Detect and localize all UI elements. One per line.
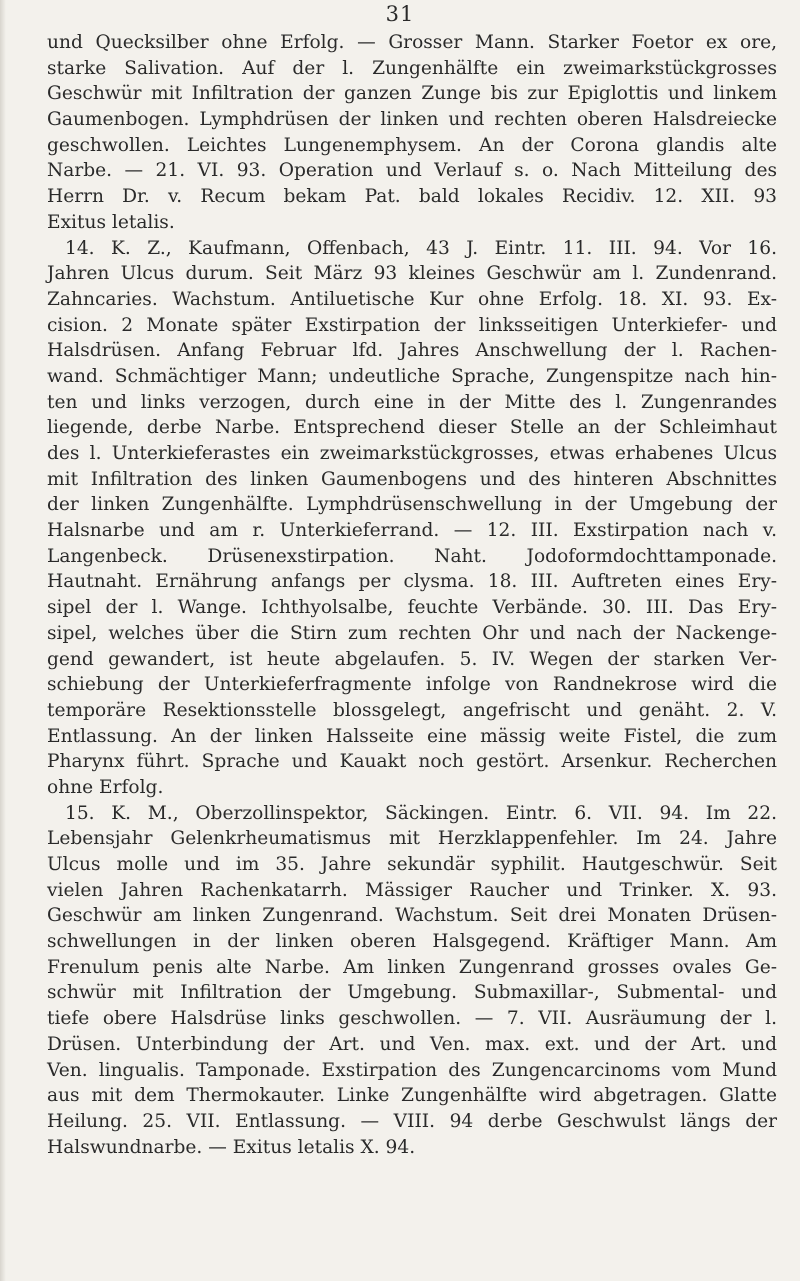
- text-line: Pharynx führt. Sprache und Kauakt noch gestört. Arsenkur. Recherchen: [47, 751, 777, 773]
- text-line: Narbe. — 21. VI. 93. Operation und Verlauf s. o. Nach Mitteilung des: [47, 160, 777, 182]
- text-line: Jahren Ulcus durum. Seit März 93 kleines Geschwür am l. Zundenrand.: [47, 263, 777, 285]
- text-line: Zahncaries. Wachstum. Antiluetische Kur ohne Erfolg. 18. XI. 93. Ex-: [47, 288, 777, 310]
- text-line: starke Salivation. Auf der l. Zungenhälfte ein zweimarkstückgrosses: [47, 57, 777, 79]
- text-line: und Quecksilber ohne Erfolg. — Grosser Mann. Starker Foetor ex ore,: [47, 32, 777, 53]
- text-line: mit Infiltration des linken Gaumenbogens und des hinteren Abschnittes: [47, 468, 777, 490]
- text-line: Ven. lingualis. Tamponade. Exstirpation des Zungencarcinoms vom Mund: [47, 1059, 777, 1081]
- text-line: 15. K. M., Oberzollinspektor, Säckingen. Eintr. 6. VII. 94. Im 22.: [65, 802, 777, 824]
- text-line: Drüsen. Unterbindung der Art. und Ven. max. ext. und der Art. und: [47, 1033, 777, 1055]
- text-line: ohne Erfolg.: [47, 776, 164, 798]
- body-text: [47, 30, 777, 1160]
- text-line: aus mit dem Thermokauter. Linke Zungenhälfte wird abgetragen. Glatte: [47, 1085, 777, 1107]
- text-line: Frenulum penis alte Narbe. Am linken Zungenrand grosses ovales Ge-: [47, 956, 777, 978]
- text-line: Gaumenbogen. Lymphdrüsen der linken und rechten oberen Halsdreiecke: [47, 109, 777, 131]
- text-line: tiefe obere Halsdrüse links geschwollen. — 7. VII. Ausräumung der l.: [47, 1008, 777, 1030]
- text-line: Exitus letalis.: [47, 211, 175, 233]
- text-line: Geschwür mit Infiltration der ganzen Zunge bis zur Epiglottis und linkem: [47, 83, 777, 105]
- text-line: Ulcus molle und im 35. Jahre sekundär syphilit. Hautgeschwür. Seit: [47, 854, 777, 875]
- page-edge-shadow: [0, 0, 6, 1281]
- text-line: gend gewandert, ist heute abgelaufen. 5. IV. Wegen der starken Ver-: [47, 648, 777, 670]
- text-line: der linken Zungenhälfte. Lymphdrüsenschwellung in der Umgebung der: [47, 494, 777, 516]
- text-line: Halsdrüsen. Anfang Februar lfd. Jahres Anschwellung der l. Rachen-: [47, 340, 777, 362]
- text-line: Halswundnarbe. — Exitus letalis X. 94.: [47, 1136, 416, 1158]
- text-line: Lebensjahr Gelenkrheumatismus mit Herzklappenfehler. Im 24. Jahre: [47, 828, 777, 850]
- text-line: liegende, derbe Narbe. Entsprechend dieser Stelle an der Schleimhaut: [47, 417, 777, 439]
- text-line: Geschwür am linken Zungenrand. Wachstum. Seit drei Monaten Drüsen-: [47, 905, 777, 927]
- page-number: 31: [385, 2, 415, 26]
- text-line: Heilung. 25. VII. Entlassung. — VIII. 94 derbe Geschwulst längs der: [47, 1110, 777, 1132]
- text-line: cision. 2 Monate später Exstirpation der linksseitigen Unterkiefer- und: [47, 314, 777, 336]
- text-line: schwür mit Infiltration der Umgebung. Submaxillar-, Submental- und: [47, 982, 777, 1004]
- text-line: schiebung der Unterkieferfragmente infolge von Randnekrose wird die: [47, 674, 777, 696]
- text-line: Langenbeck. Drüsenexstirpation. Naht. Jodoformdochttamponade.: [47, 545, 777, 567]
- text-line: Herrn Dr. v. Recum bekam Pat. bald lokales Recidiv. 12. XII. 93: [47, 186, 777, 208]
- text-line: des l. Unterkieferastes ein zweimarkstückgrosses, etwas erhabenes Ulcus: [47, 443, 777, 464]
- text-line: 14. K. Z., Kaufmann, Offenbach, 43 J. Eintr. 11. III. 94. Vor 16.: [65, 237, 777, 259]
- text-line: sipel, welches über die Stirn zum rechten Ohr und nach der Nackenge-: [47, 622, 777, 644]
- text-line: Entlassung. An der linken Halsseite eine mässig weite Fistel, die zum: [47, 725, 777, 747]
- text-line: geschwollen. Leichtes Lungenemphysem. An der Corona glandis alte: [47, 134, 777, 156]
- text-line: Halsnarbe und am r. Unterkieferrand. — 12. III. Exstirpation nach v.: [47, 520, 777, 542]
- text-line: temporäre Resektionsstelle blossgelegt, angefrischt und genäht. 2. V.: [47, 699, 777, 721]
- text-line: Hautnaht. Ernährung anfangs per clysma. 18. III. Auftreten eines Ery-: [47, 571, 777, 593]
- text-line: schwellungen in der linken oberen Halsgegend. Kräftiger Mann. Am: [47, 931, 777, 953]
- text-line: ten und links verzogen, durch eine in der Mitte des l. Zungenrandes: [47, 391, 777, 413]
- text-line: vielen Jahren Rachenkatarrh. Mässiger Raucher und Trinker. X. 93.: [47, 879, 777, 901]
- text-line: sipel der l. Wange. Ichthyolsalbe, feuchte Verbände. 30. III. Das Ery-: [47, 597, 777, 619]
- text-line: wand. Schmächtiger Mann; undeutliche Sprache, Zungenspitze nach hin-: [47, 365, 777, 387]
